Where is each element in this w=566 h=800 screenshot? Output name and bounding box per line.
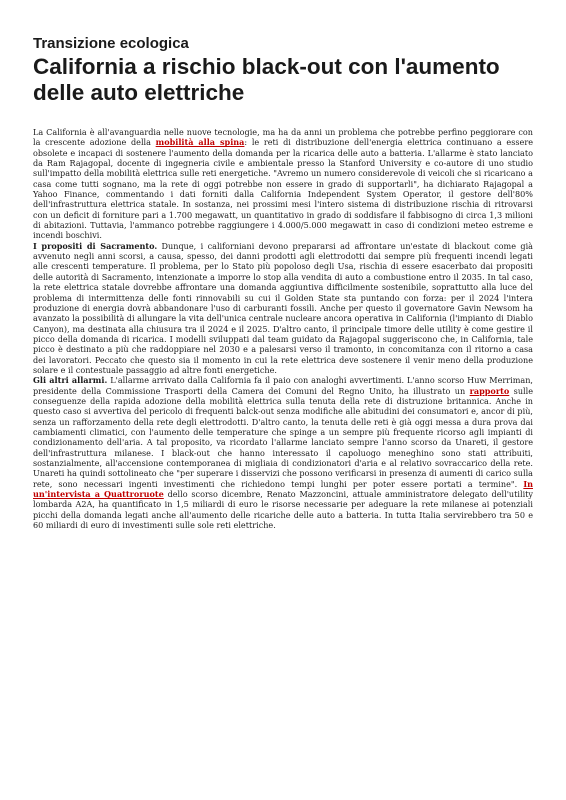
paragraph-altri-allarmi [33, 375, 533, 530]
paragraph-sacramento [33, 241, 533, 375]
link-intervista-quattroruote[interactable]: In un'intervista a Quattroruote [33, 478, 533, 500]
link-mobilita-alla-spina[interactable]: mobilità alla spina [155, 137, 245, 148]
section-label: Transizione ecologica [33, 35, 189, 52]
text-run: dello scorso dicembre, Renato Mazzoncini, attuale amministratore delegato dell'utility lombarda A2A, ha quantificato in 1,5 miliardi di euro le risorse necessarie per adeguare la rete milanese ai potenziali picchi della domanda legati anche all'aumento delle ricariche delle auto a batteria. In tutta Italia servirebbero tra 50 e 60 miliardi di euro di investimenti sulle sole reti elettriche. [33, 489, 533, 531]
article-body [33, 127, 533, 530]
paragraph-intro [33, 127, 533, 241]
text-run: La California è all'avanguardia nelle nuove tecnologie, ma ha da anni un problema che potrebbe perfino peggiorare con la crescente adozione della [33, 127, 533, 148]
paragraph-heading: Gli altri allarmi. [33, 375, 108, 386]
text-run: Dunque, i californiani devono prepararsi ad affrontare un'estate di blackout come già avvenuto negli anni scorsi, a causa, spesso, dei danni prodotti agli elettrodotti dai sempre più frequenti incendi legati alle crescenti temperature. Il problema, per lo Stato più popoloso degli Usa, rischia di essere esacerbato dai propositi delle autorità di Sacramento, intenzionate a imporre lo stop alla vendita di auto a combustione entro il 2035. In tal caso, la rete elettrica statale dovrebbe affrontare una domanda aggiuntiva difficilmente sostenibile, soprattutto alla luce del problema di intermittenza delle fonti rinnovabili su cui il Golden State sta puntando con forza: per il 2024 l'intera produzione di energia dovrà abbandonare l'uso di carburanti fossili. Anche per questo il governatore Gavin Newsom ha avanzato la possibilità di allungare la vita dell'unica centrale nucleare ancora operativa in California (l'impianto di Diablo Canyon), ma destinata alla chiusura tra il 2024 e il 2025. D'altro canto, il principale timore delle utility è come gestire il picco della domanda di ricarica. I modelli sviluppati dal team guidato da Rajagopal suggeriscono che, in California, tale picco è destinato a più che raddoppiare nel 2030 e a palesarsi verso il tramonto, in concomitanza con il ritorno a casa dei lavoratori. Peccato che questo sia il momento in cui la rete elettrica deve sostenere il venir meno della produzione solare e il contestuale passaggio ad altre fonti energetiche. [33, 240, 533, 375]
text-run: L'allarme arrivato dalla California fa il paio con analoghi avvertimenti. L'anno scorso Huw Merriman, presidente della Commissione Trasporti della Camera dei Comuni del Regno Unito, ha illustrato un [33, 375, 533, 396]
text-run: : le reti di distribuzione dell'energia elettrica continuano a essere obsolete e incapaci di sostenere l'aumento della domanda per la ricarica delle auto a batteria. L'allarme è stato lanciato da Ram Rajagopal, docente di ingegneria civile e ambientale presso la Stanford University e co-autore di uno studio sull'impatto della mobilità elettrica sulle reti energetiche. "Avremo un numero considerevole di veicoli che si ricaricano a casa come tutti sognano, ma la rete di oggi potrebbe non essere in grado di supportarli", ha dichiarato Rajagopal a Yahoo Finance, commentando i dati forniti dalla California Independent System Operator, il gestore dell'80% dell'infrastruttura elettrica statale. In sostanza, nei prossimi mesi l'intero sistema di distribuzione rischia di ritrovarsi con un deficit di forniture pari a 1.700 megawatt, un quantitativo in grado di soddisfare il fabbisogno di circa 1,3 milioni di abitazioni. Tuttavia, l'ammanco potrebbe raggiungere i 4.000/5.000 megawatt in caso di condizioni meteo estreme e incendi boschivi. [33, 137, 533, 241]
paragraph-heading: I propositi di Sacramento. [33, 240, 158, 251]
page-title: California a rischio black-out con l'aumento delle auto elettriche [33, 54, 500, 105]
text-run: sulle conseguenze della rapida adozione della mobilità elettrica sulla tenuta della rete di distruzione britannica. Anche in questo caso si avvertiva del pericolo di frequenti balck-out senza modifiche alle abitudini dei consumatori e, ancor di più, senza un rafforzamento della rete degli elettrodotti. D'altro canto, la tenuta delle reti è già oggi messa a dura prova dai cambiamenti climatici, con l'aumento delle temperature che spinge a un sempre più frequente ricorso agli impianti di condizionamento dell'aria. A tal proposito, va ricordato l'allarme lanciato sempre l'anno scorso da Unareti, il gestore dell'infrastruttura milanese. I black-out che hanno interessato il capoluogo meneghino sono stati attribuiti, sostanzialmente, all'accensione contemporanea di migliaia di condizionatori d'aria e al relativo sovraccarico della rete. Unareti ha quindi sottolineato che "per superare i disservizi che possono verificarsi in presenza di aumenti di carico sulla rete, sono necessari ingenti investimenti che richiedono tempi lunghi per poter essere portati a termine". [33, 385, 534, 489]
link-rapporto[interactable]: rapporto [469, 385, 510, 396]
